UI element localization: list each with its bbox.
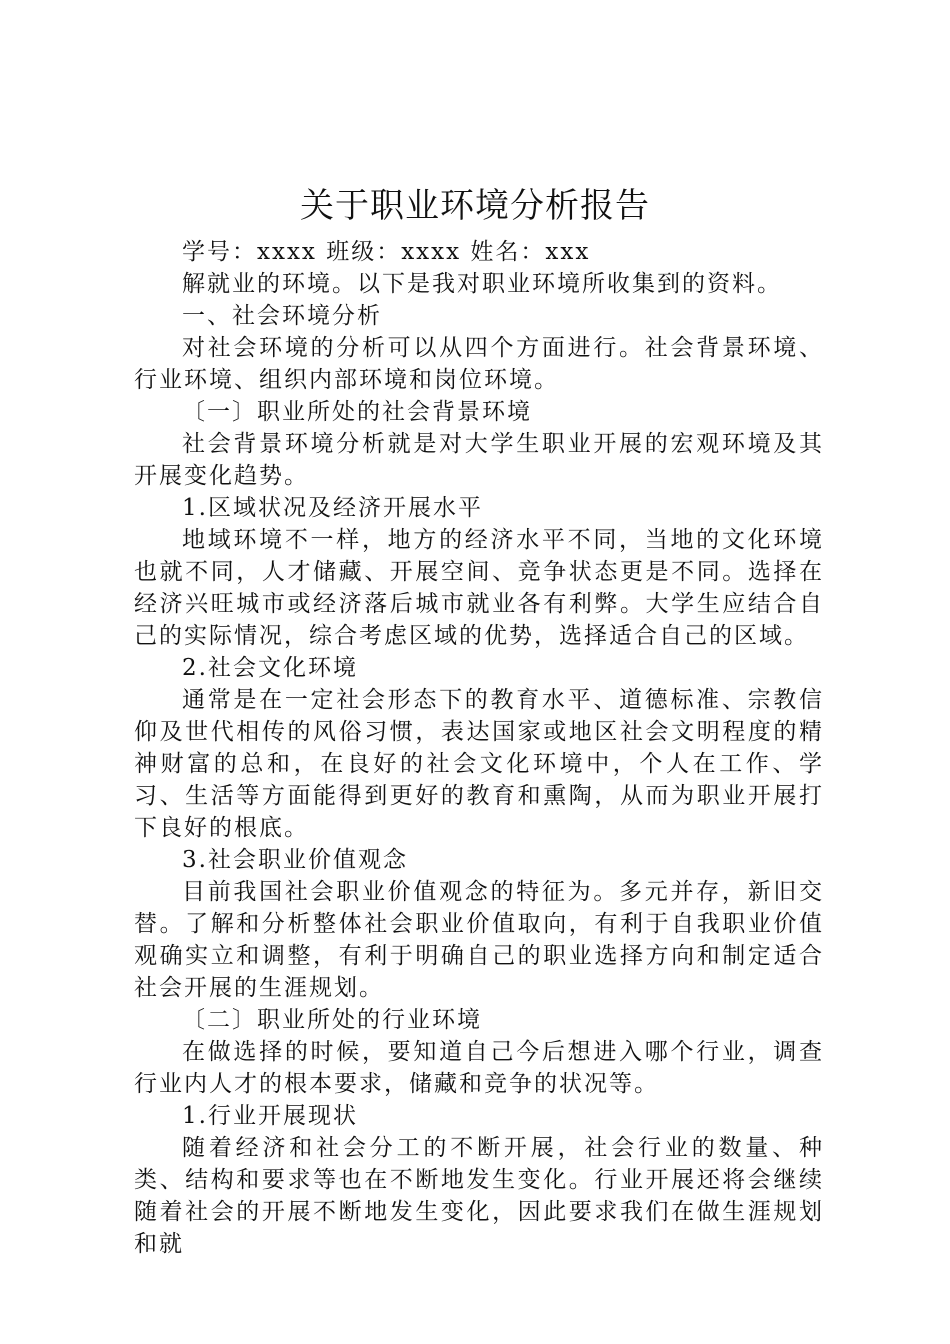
subsection-heading: 〔一〕职业所处的社会背景环境 (182, 399, 532, 425)
document-body (134, 236, 824, 1260)
item-heading: 2.社会文化环境 (182, 655, 358, 681)
paragraph: 随着经济和社会分工的不断开展，社会行业的数量、种类、结构和要求等也在不断地发生变化。行业开展还将会继续随着社会的开展不断地发生变化，因此要求我们在做生涯规划和就 (134, 1135, 824, 1257)
paragraph: 社会背景环境分析就是对大学生职业开展的宏观环境及其开展变化趋势。 (134, 431, 824, 489)
item-heading: 1.区域状况及经济开展水平 (182, 495, 483, 521)
paragraph: 对社会环境的分析可以从四个方面进行。社会背景环境、行业环境、组织内部环境和岗位环境。 (134, 335, 824, 393)
item-heading: 3.社会职业价值观念 (182, 847, 408, 873)
paragraph: 通常是在一定社会形态下的教育水平、道德标准、宗教信仰及世代相传的风俗习惯，表达国家或地区社会文明程度的精神财富的总和，在良好的社会文化环境中，个人在工作、学习、生活等方面能得到更好的教育和熏陶，从而为职业开展打下良好的根底。 (134, 687, 824, 841)
student-info-line: 学号：xxxx 班级：xxxx 姓名：xxx (182, 239, 591, 265)
paragraph: 在做选择的时候，要知道自己今后想进入哪个行业，调查行业内人才的根本要求，储藏和竞争的状况等。 (134, 1039, 824, 1097)
item-heading: 1.行业开展现状 (182, 1103, 358, 1129)
paragraph: 解就业的环境。以下是我对职业环境所收集到的资料。 (182, 271, 782, 297)
subsection-heading: 〔二〕职业所处的行业环境 (182, 1007, 482, 1033)
document-title: 关于职业环境分析报告 (300, 186, 650, 226)
paragraph: 地域环境不一样，地方的经济水平不同，当地的文化环境也就不同，人才储藏、开展空间、竞争状态更是不同。选择在经济兴旺城市或经济落后城市就业各有利弊。大学生应结合自己的实际情况，综合考虑区域的优势，选择适合自己的区域。 (134, 527, 824, 649)
section-heading: 一、社会环境分析 (182, 303, 382, 329)
paragraph: 目前我国社会职业价值观念的特征为。多元并存，新旧交替。了解和分析整体社会职业价值取向，有利于自我职业价值观确实立和调整，有利于明确自己的职业选择方向和制定适合社会开展的生涯规划。 (134, 879, 824, 1001)
